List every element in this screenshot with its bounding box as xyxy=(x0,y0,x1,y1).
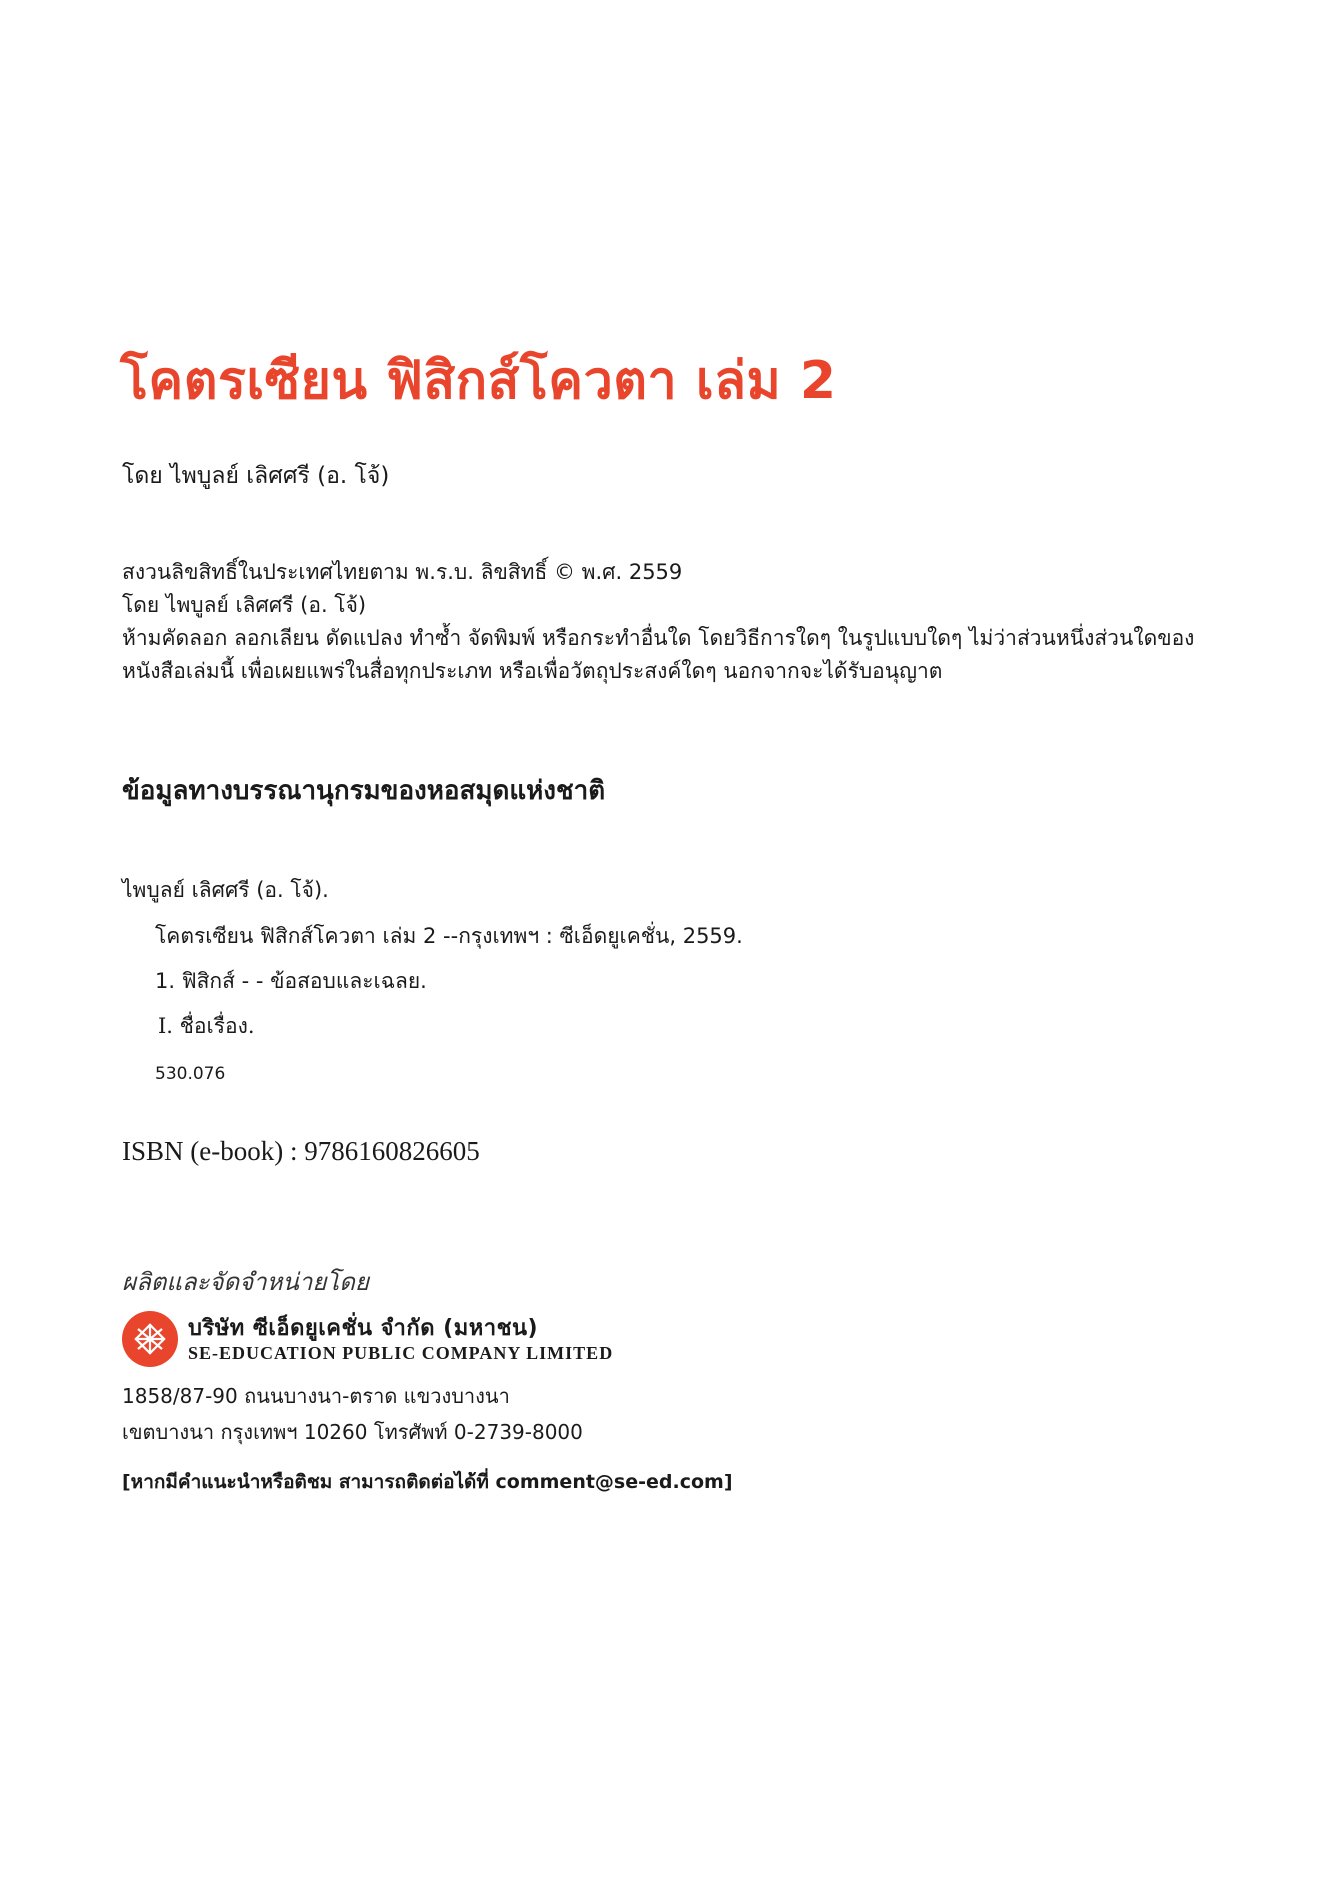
cip-heading: ข้อมูลทางบรรณานุกรมของหอสมุดแห่งชาติ xyxy=(122,776,606,806)
address-line-2: เขตบางนา กรุงเทพฯ 10260 โทรศัพท์ 0-2739-8000 xyxy=(122,1420,583,1444)
se-ed-logo-icon xyxy=(122,1311,178,1367)
address-line-1: 1858/87-90 ถนนบางนา-ตราด แขวงบางนา xyxy=(122,1384,510,1408)
cip-author: ไพบูลย์ เลิศศรี (อ. โจ้). xyxy=(122,878,329,902)
cip-added-entry: I. ชื่อเรื่อง. xyxy=(158,1014,255,1038)
book-title: โคตรเซียน ฟิสิกส์โควตา เล่ม 2 xyxy=(120,351,837,411)
producer-label: ผลิตและจัดจำหน่ายโดย xyxy=(122,1268,369,1296)
copyright-line: ห้ามคัดลอก ลอกเลียน ดัดแปลง ทำซ้ำ จัดพิมพ์ หรือกระทำอื่นใด โดยวิธีการใดๆ ในรูปแบบใดๆ ไม่ว่าส่วนหนึ่งส่วนใดของ xyxy=(122,626,1195,650)
cip-title: โคตรเซียน ฟิสิกส์โควตา เล่ม 2 --กรุงเทพฯ : ซีเอ็ดยูเคชั่น, 2559. xyxy=(155,924,743,948)
company-name-thai: บริษัท ซีเอ็ดยูเคชั่น จำกัด (มหาชน) xyxy=(188,1316,539,1341)
cip-classification: 530.076 xyxy=(155,1064,226,1084)
copyright-line: สงวนลิขสิทธิ์ในประเทศไทยตาม พ.ร.บ. ลิขสิทธิ์ © พ.ศ. 2559 xyxy=(122,560,683,584)
copyright-notice xyxy=(122,556,1194,688)
isbn: ISBN (e-book) : 9786160826605 xyxy=(122,1136,480,1166)
copyright-line: หนังสือเล่มนี้ เพื่อเผยแพร่ในสื่อทุกประเภท หรือเพื่อวัตถุประสงค์ใดๆ นอกจากจะได้รับอนุญาต xyxy=(122,659,943,683)
author-line: โดย ไพบูลย์ เลิศศรี (อ. โจ้) xyxy=(122,463,390,489)
feedback-contact: [หากมีคำแนะนำหรือติชม สามารถติดต่อได้ที่ comment@se-ed.com] xyxy=(122,1471,733,1493)
copyright-line: โดย ไพบูลย์ เลิศศรี (อ. โจ้) xyxy=(122,593,367,617)
company-name-english: SE-EDUCATION PUBLIC COMPANY LIMITED xyxy=(188,1343,614,1363)
cip-subject: 1. ฟิสิกส์ - - ข้อสอบและเฉลย. xyxy=(155,969,427,993)
